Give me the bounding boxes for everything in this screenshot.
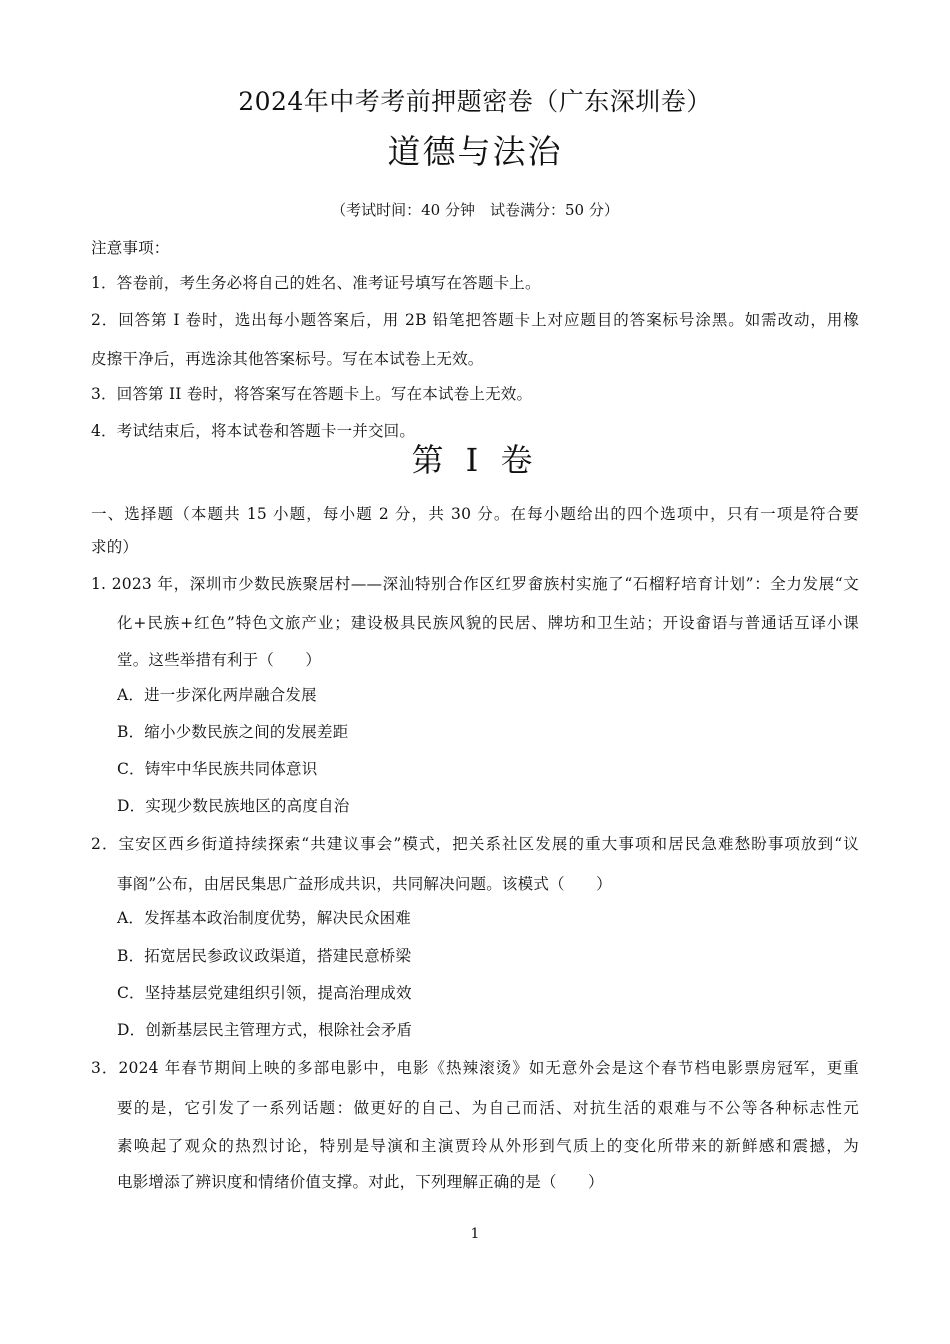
- section-title: 第 I 卷: [411, 441, 539, 479]
- question-2-text: 2．宝安区西乡街道持续探索“共建议事会”模式，把关系社区发展的重大事项和居民急难愁盼事项放到“议: [91, 835, 859, 853]
- question-1-text: 化+民族+红色”特色文旅产业；建设极具民族风貌的民居、牌坊和卫生站；开设畲语与普通话互译小课: [117, 614, 859, 632]
- question-1-text: 堂。这些举措有利于（ ）: [117, 651, 322, 669]
- exam-title: 2024年中考考前押题密卷（广东深圳卷）: [238, 87, 712, 116]
- question-3-text: 电影增添了辨识度和情绪价值支撑。对此，下列理解正确的是（ ）: [117, 1173, 604, 1191]
- option-b: B．缩小少数民族之间的发展差距: [117, 723, 349, 741]
- note-item: 1．答卷前，考生务必将自己的姓名、准考证号填写在答题卡上。: [91, 274, 541, 292]
- section-intro: 求的）: [91, 538, 139, 556]
- page-number: 1: [470, 1226, 480, 1242]
- question-2-text: 事阁”公布，由居民集思广益形成共识，共同解决问题。该模式（ ）: [117, 875, 612, 893]
- option-d: D．实现少数民族地区的高度自治: [117, 797, 350, 815]
- subject-title: 道德与法治: [387, 132, 563, 171]
- question-3-text: 素唤起了观众的热烈讨论，特别是导演和主演贾玲从外形到气质上的变化所带来的新鲜感和震撼，为: [117, 1137, 859, 1155]
- note-item: 4．考试结束后，将本试卷和答题卡一并交回。: [91, 422, 416, 440]
- option-c: C．坚持基层党建组织引领，提高治理成效: [117, 984, 412, 1002]
- question-1-text: 1. 2023 年，深圳市少数民族聚居村——深汕特别合作区红罗畲族村实施了“石榴籽培育计划”：全力发展“文: [91, 575, 859, 593]
- note-item: 3．回答第 II 卷时，将答案写在答题卡上。写在本试卷上无效。: [91, 385, 533, 403]
- question-3-text: 3．2024 年春节期间上映的多部电影中，电影《热辣滚烫》如无意外会是这个春节档电影票房冠军，更重: [91, 1059, 859, 1077]
- notes-heading: 注意事项：: [91, 239, 170, 257]
- question-3-text: 要的是，它引发了一系列话题：做更好的自己、为自己而活、对抗生活的艰难与不公等各种标志性元: [117, 1099, 859, 1117]
- option-a: A．发挥基本政治制度优势，解决民众困难: [117, 909, 411, 927]
- option-c: C．铸牢中华民族共同体意识: [117, 760, 318, 778]
- note-item: 皮擦干净后，再选涂其他答案标号。写在本试卷上无效。: [91, 350, 484, 368]
- option-a: A．进一步深化两岸融合发展: [117, 686, 317, 704]
- section-intro: 一、选择题（本题共 15 小题，每小题 2 分，共 30 分。在每小题给出的四个选项中，只有一项是符合要: [91, 505, 859, 523]
- option-d: D．创新基层民主管理方式，根除社会矛盾: [117, 1021, 413, 1039]
- exam-info: （考试时间：40 分钟 试卷满分：50 分）: [331, 201, 619, 219]
- note-item: 2．回答第 I 卷时，选出每小题答案后，用 2B 铅笔把答题卡上对应题目的答案标号涂黑。如需改动，用橡: [91, 311, 859, 329]
- option-b: B．拓宽居民参政议政渠道，搭建民意桥梁: [117, 947, 412, 965]
